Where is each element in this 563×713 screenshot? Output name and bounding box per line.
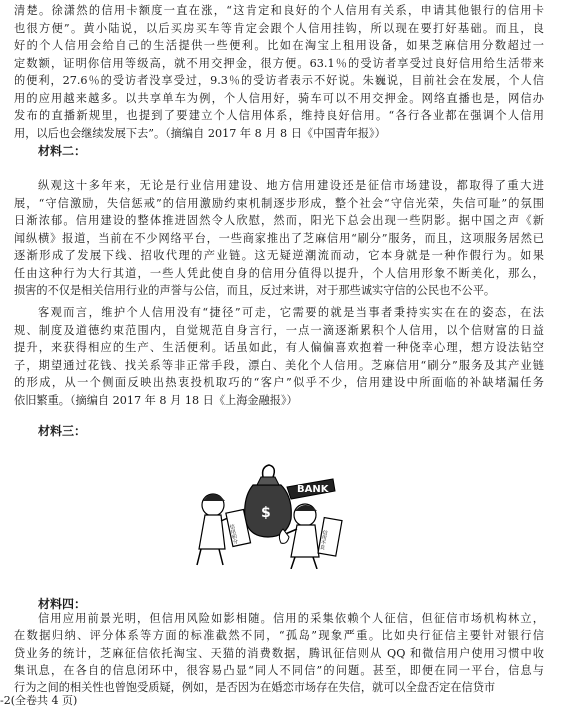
text-line: 损害的不仅是相关信用行业的声誉与公信，而且，反过来讲，对于那些诚实守信的公民也不公平。	[14, 284, 496, 297]
card-right-text: 信用不良	[318, 529, 329, 551]
cartoon-drawing	[183, 457, 358, 569]
text-line: 发布的直播新规里，也提到了要建立个人信用体系，维持良好信用。“各行各业都在强调个人信用	[14, 109, 544, 122]
text-line: 规、制度及道德约束范围内，自觉规范自身言行，一点一滴逐渐累积个人信用，以个信财富的日益	[14, 323, 544, 337]
text-line: 客观而言，维护个人信用没有“捷径”可走，它需要的就是当事者秉持实实在在的姿态，在法	[38, 306, 544, 319]
text-line: 信用应用前景光明，但信用风险如影相随。信用的采集依赖个人征信，但征信市场机构林立，	[38, 612, 544, 625]
svg-text:$: $	[261, 505, 271, 521]
cartoon-illustration	[183, 457, 358, 569]
text-line: 子，期望通过花钱、找关系等非正常手段，漂白、美化个人信用。芝麻信用“刷分”服务及其产业链	[14, 358, 544, 372]
text-line: 展，“守信激励，失信惩戒”的信用激励约束机制逐步形成，整个社会“守信光荣，失信可耻”的氛围	[14, 196, 544, 210]
material2-heading: 材料二：	[38, 144, 87, 158]
text-line: 定数额，证明你信用等级高，就不用交押金，很方便。63.1％的受访者享受过良好信用给生活带来	[14, 56, 544, 70]
text-line: 行为之间的相关性也曾饱受质疑，例如，是否因为在婚恋市场存在失信，就可以全盘否定在信贷市	[14, 681, 496, 695]
text-line: 贷业务的统计，芝麻征信依托淘宝、天猫的消费数据，腾讯征信则从 QQ 和微信用户使用习惯中收	[14, 646, 544, 660]
text-line: 用的应用越来越多。以共享单车为例，个人信用好，骑车可以不用交押金。网络直播也是，网信办	[14, 91, 544, 105]
text-line: 在数据归纳、评分体系等方面的标准截然不同，“孤岛”现象严重。比如央行征信主要针对银行信	[14, 629, 544, 643]
material4-heading: 材料四：	[38, 597, 87, 611]
text-line: 任由这种行为大行其道，一些人凭此使自身的信用分值得以提升，个人信用形象不断美化，那么，	[14, 266, 544, 280]
bank-label: BANK	[297, 484, 329, 495]
text-line: 清楚。徐潇然的信用卡额度一直在涨，“这肯定和良好的个人信用有关系，申请其他银行的信用卡	[14, 4, 544, 17]
text-line: 的形成，从一个侧面反映出热衷投机取巧的“客户”似乎不少，信用建设中所面临的补缺堵漏任务	[14, 376, 544, 389]
text-line: 集讯息，在各自的信息闭环中，很容易凸显“同人不同信”的问题。甚至，即便在同一平台，信息与	[14, 663, 544, 677]
text-line: 逐渐形成了发展下线、招收代理的产业链。这无疑逆潮流而动，它本身就是一种作假行为。如果	[14, 249, 544, 262]
card-left-text: 信用积分	[228, 523, 239, 545]
text-line: 好的个人信用会给自己的生活提供一些便利。比如在淘宝上租用设备，如果芝麻信用分数超过一	[14, 39, 544, 52]
text-line: 纵观这十多年来，无论是行业信用建设、地方信用建设还是征信市场建设，都取得了重大进	[38, 179, 544, 192]
material3-heading: 材料三：	[38, 424, 87, 438]
text-line: 提升，来获得相应的生产、生活便利。话虽如此，有人偏偏喜欢抱着一种侥幸心理，想方设法钻空	[14, 341, 544, 354]
text-line: 闻纵横》报道，当前在不少网络平台，一些商家推出了芝麻信用“刷分”服务，而且，这项服务居然已	[14, 231, 544, 245]
text-line: 日渐浓郁。信用建设的整体推进固然令人欣慰，然而，阳光下总会出现一些阴影。据中国之声《新	[14, 214, 544, 227]
text-line: 也很方便”。黄小陆说，以后买房买车等肯定会跟个人信用挂钩，所以现在要打好基础。而且，良	[14, 21, 544, 35]
text-line: 用，以后也会继续发展下去”。（摘编自 2017 年 8 月 8 日《中国青年报》）	[14, 126, 386, 140]
text-line: 依旧繁重。（摘编自 2017 年 8 月 18 日《上海金融报》）	[14, 393, 298, 407]
page-footer: -2(全卷共 4 页)	[0, 694, 78, 707]
text-line: 的便利，27.6％的受访者没享受过，9.3％的受访者表示不好说。朱巍说，目前社会在发展，个人信	[14, 74, 544, 87]
